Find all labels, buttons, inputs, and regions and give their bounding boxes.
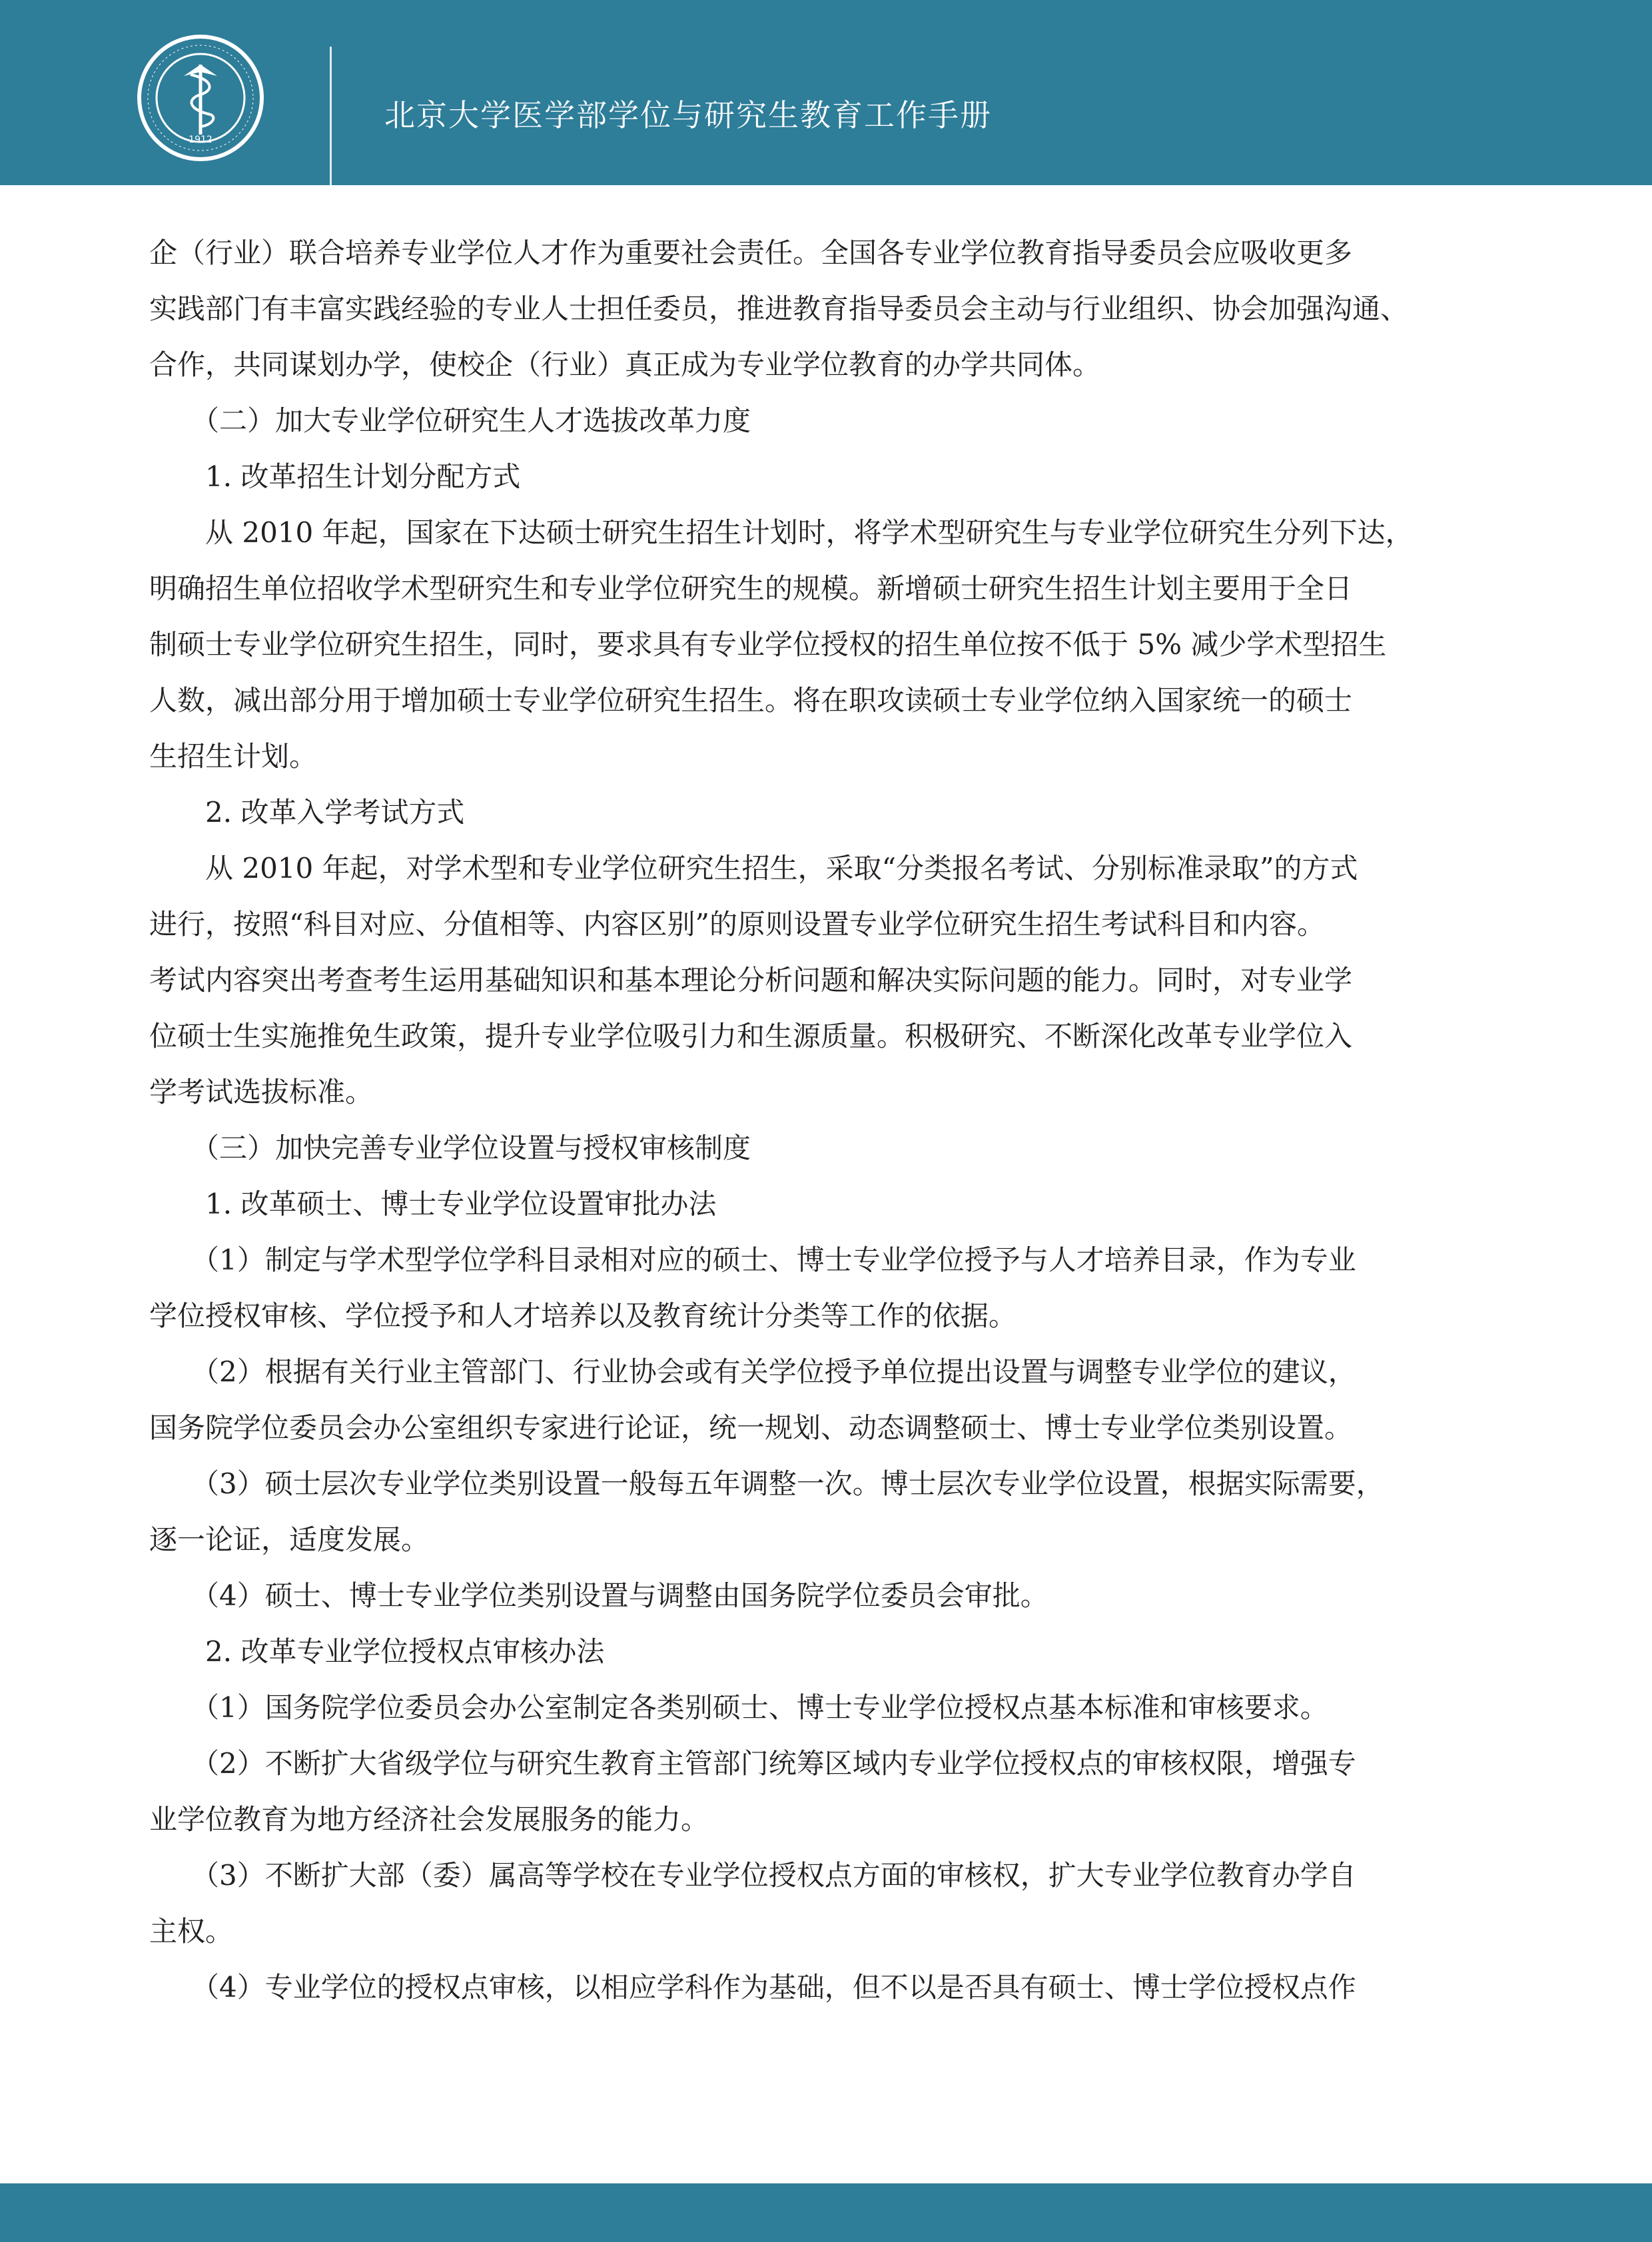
body-line: 位硕士生实施推免生政策，提升专业学位吸引力和生源质量。积极研究、不断深化改革专业学位入 bbox=[149, 1020, 1353, 1052]
body-line: （2）根据有关行业主管部门、行业协会或有关学位授予单位提出设置与调整专业学位的建议， bbox=[149, 1355, 1356, 1388]
body-line: 学考试选拔标准。 bbox=[149, 1076, 374, 1108]
svg-text:1912: 1912 bbox=[189, 135, 212, 145]
body-line: （2）不断扩大省级学位与研究生教育主管部门统筹区域内专业学位授权点的审核权限，增强专 bbox=[149, 1747, 1356, 1780]
document-body bbox=[149, 225, 1483, 2016]
body-line: 1. 改革硕士、博士专业学位设置审批办法 bbox=[149, 1188, 717, 1220]
body-line: 合作，共同谋划办学，使校企（行业）真正成为专业学位教育的办学共同体。 bbox=[149, 348, 1101, 381]
header-divider bbox=[330, 47, 332, 185]
header-band bbox=[0, 0, 1652, 185]
body-line: 考试内容突出考查考生运用基础知识和基本理论分析问题和解决实际问题的能力。同时，对专业学 bbox=[149, 964, 1353, 996]
body-line: 1. 改革招生计划分配方式 bbox=[149, 460, 521, 493]
body-line: 2. 改革专业学位授权点审核办法 bbox=[149, 1635, 605, 1668]
university-seal-icon bbox=[137, 35, 264, 161]
body-line: 2. 改革入学考试方式 bbox=[149, 796, 465, 829]
body-line: 明确招生单位招收学术型研究生和专业学位研究生的规模。新增硕士研究生招生计划主要用于全日 bbox=[149, 572, 1353, 605]
body-line: 制硕士专业学位研究生招生，同时，要求具有专业学位授权的招生单位按不低于 5% 减少学术型招生 bbox=[149, 628, 1387, 661]
body-line: 企（行业）联合培养专业学位人才作为重要社会责任。全国各专业学位教育指导委员会应吸收更多 bbox=[149, 236, 1353, 269]
body-line: （4）专业学位的授权点审核，以相应学科作为基础，但不以是否具有硕士、博士学位授权点作 bbox=[149, 1971, 1356, 2004]
body-line: 业学位教育为地方经济社会发展服务的能力。 bbox=[149, 1803, 709, 1836]
body-line: 国务院学位委员会办公室组织专家进行论证，统一规划、动态调整硕士、博士专业学位类别设置。 bbox=[149, 1411, 1353, 1444]
body-line: （3）不断扩大部（委）属高等学校在专业学位授权点方面的审核权，扩大专业学位教育办学自 bbox=[149, 1859, 1356, 1892]
body-line: 从 2010 年起，国家在下达硕士研究生招生计划时，将学术型研究生与专业学位研究生分列下达， bbox=[149, 516, 1414, 549]
body-line: （二）加大专业学位研究生人才选拔改革力度 bbox=[149, 404, 751, 437]
footer-band bbox=[0, 2183, 1652, 2242]
body-line: （3）硕士层次专业学位类别设置一般每五年调整一次。博士层次专业学位设置，根据实际需要， bbox=[149, 1467, 1384, 1500]
page-header-title: 北京大学医学部学位与研究生教育工作手册 bbox=[384, 97, 992, 133]
body-line: 人数，减出部分用于增加硕士专业学位研究生招生。将在职攻读硕士专业学位纳入国家统一的硕士 bbox=[149, 684, 1353, 717]
body-line: （1）国务院学位委员会办公室制定各类别硕士、博士专业学位授权点基本标准和审核要求。 bbox=[149, 1691, 1328, 1724]
body-line: （1）制定与学术型学位学科目录相对应的硕士、博士专业学位授予与人才培养目录，作为专业 bbox=[149, 1244, 1356, 1276]
body-line: （三）加快完善专业学位设置与授权审核制度 bbox=[149, 1132, 751, 1164]
body-line: 进行，按照“科目对应、分值相等、内容区别”的原则设置专业学位研究生招生考试科目和内容。 bbox=[149, 908, 1325, 940]
body-line: 生招生计划。 bbox=[149, 740, 318, 773]
body-line: 主权。 bbox=[149, 1915, 234, 1948]
body-line: 学位授权审核、学位授予和人才培养以及教育统计分类等工作的依据。 bbox=[149, 1300, 1017, 1332]
body-line: 逐一论证，适度发展。 bbox=[149, 1523, 430, 1556]
body-line: （4）硕士、博士专业学位类别设置与调整由国务院学位委员会审批。 bbox=[149, 1579, 1048, 1612]
body-line: 从 2010 年起，对学术型和专业学位研究生招生，采取“分类报名考试、分别标准录取”的方式 bbox=[149, 852, 1358, 885]
body-line: 实践部门有丰富实践经验的专业人士担任委员，推进教育指导委员会主动与行业组织、协会加强沟通、 bbox=[149, 292, 1409, 325]
